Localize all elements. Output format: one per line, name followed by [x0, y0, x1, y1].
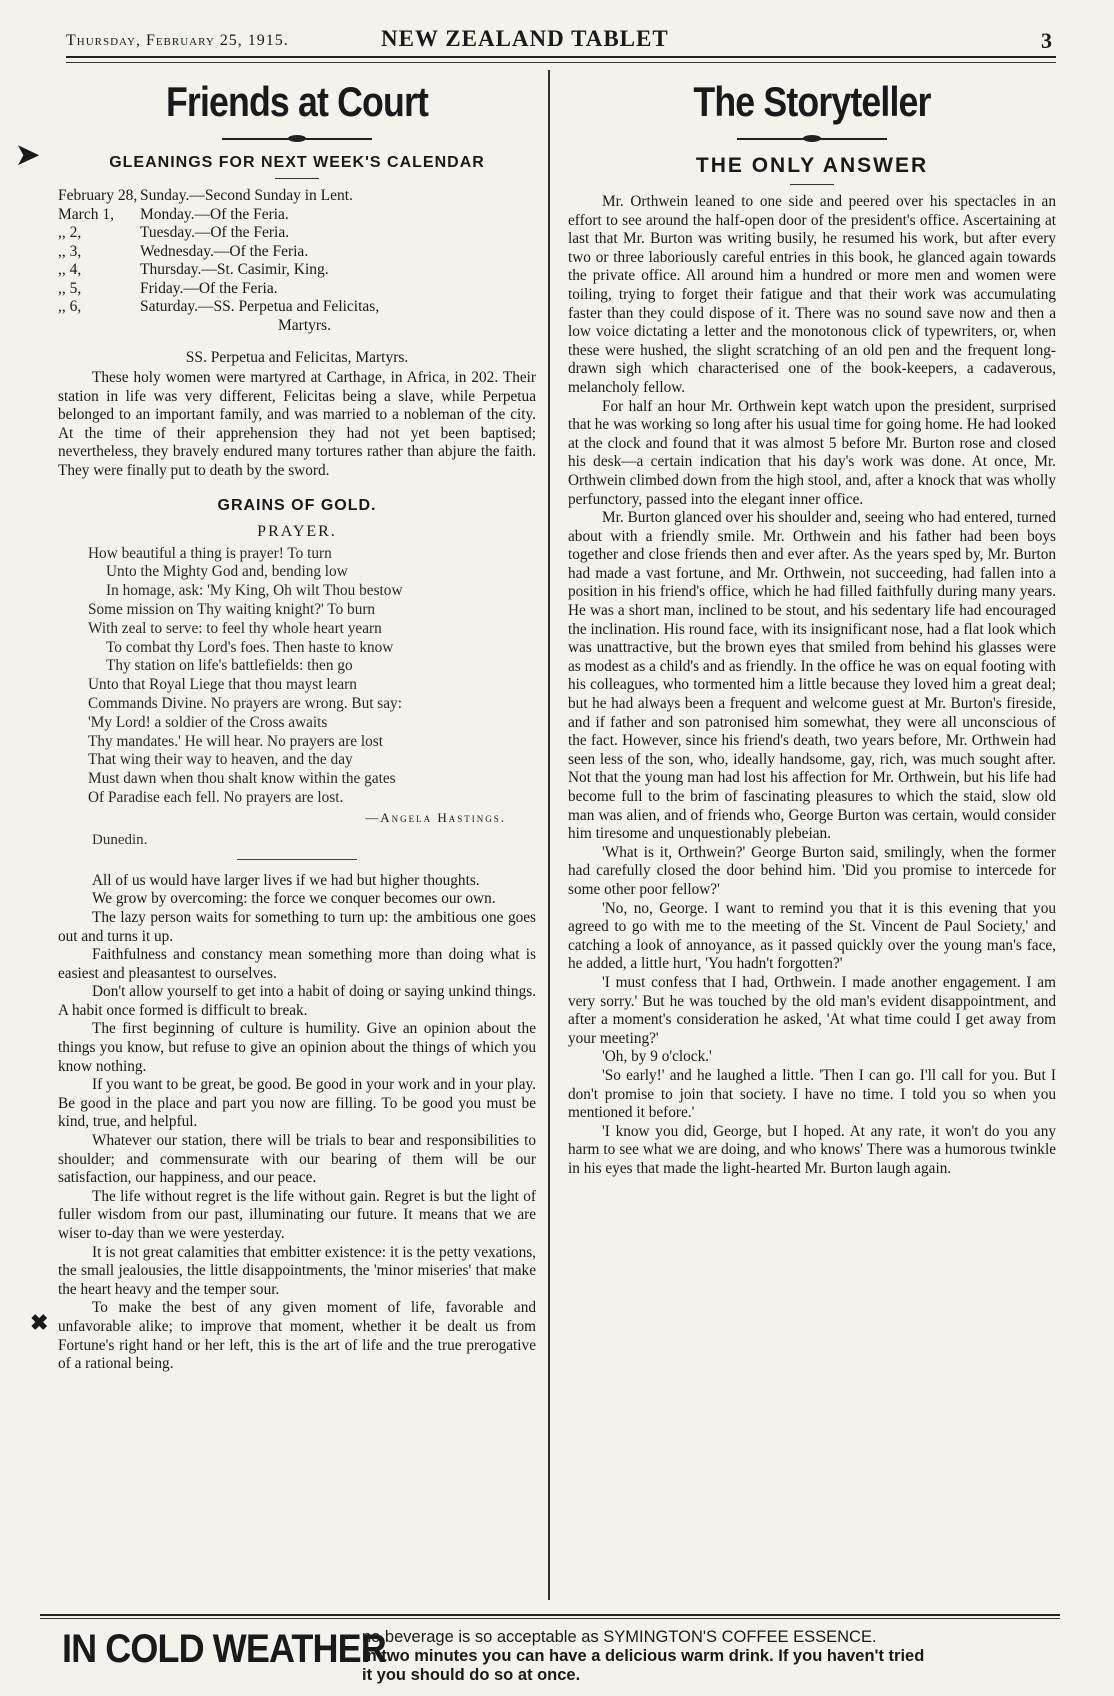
maxim-paragraph: If you want to be great, be good. Be good in your work and in your play. Be good in the place and part you now are filling. To be good you must be kind, true, and helpful.	[58, 1076, 536, 1131]
story-paragraph: 'I know you did, George, but I hoped. At any rate, it won't do you any harm to see what we are doing, and who knows' There was a humorous twinkle in his eyes that made the light-hearted Mr. Burton laugh again.	[568, 1122, 1056, 1177]
prayer-line: Must dawn when thou shalt know within the gates	[88, 770, 396, 788]
prayer-line: 'My Lord! a soldier of the Cross awaits	[88, 713, 328, 731]
maxim-paragraph: The lazy person waits for something to turn up: the ambitious one goes out and turns it up.	[58, 908, 536, 945]
calendar-date: ,, 5,	[58, 279, 82, 297]
footer-rule-thin	[40, 1618, 1060, 1619]
calendar-list	[58, 187, 536, 317]
calendar-row	[58, 243, 536, 262]
title-ornament	[222, 136, 372, 142]
maxim-paragraph: To make the best of any given moment of life, favorable and unfavorable alike; to improve that moment, whether it be dealt us from Fortune's right hand or her left, this is the art of life and the true prerogative of a rational being.	[58, 1299, 536, 1373]
newspaper-title: NEW ZEALAND TABLET	[381, 26, 669, 51]
prayer-line: To combat thy Lord's foes. Then haste to know	[106, 638, 394, 656]
calendar-row	[58, 206, 536, 225]
left-column	[58, 70, 536, 1374]
header-date: Thursday, February 25, 1915.	[66, 32, 289, 49]
calendar-date: March 1,	[58, 205, 114, 223]
calendar-entry: Friday.—Of the Feria.	[140, 279, 278, 297]
prayer-title: PRAYER.	[257, 522, 337, 540]
maxims-list	[58, 872, 536, 1374]
advert-text	[362, 1628, 1052, 1685]
calendar-row	[58, 298, 536, 317]
advert-line-2: In two minutes you can have a delicious warm drink. If you haven't tried	[362, 1647, 925, 1665]
section-title-storyteller: The Storyteller	[693, 78, 931, 125]
page-header	[66, 26, 1056, 58]
saints-title: SS. Perpetua and Felicitas, Martyrs.	[185, 349, 409, 366]
calendar-row	[58, 224, 536, 243]
prayer-line: Unto that Royal Liege that thou mayst learn	[88, 676, 357, 694]
calendar-continuation: Martyrs.	[278, 316, 331, 334]
story-paragraph: 'So early!' and he laughed a little. 'Then I can go. I'll call for you. But I don't promise to join that society. I have no time. I told you so when you mentioned it before.'	[568, 1066, 1056, 1122]
short-rule	[275, 178, 319, 179]
column-divider	[548, 70, 550, 1600]
story-paragraph: 'No, no, George. I want to remind you that it is this evening that you agreed to go with me to the meeting of the St. Vincent de Paul Society,' and catching a look of annoyance, as it passed quickly over the young man's face, he added, a little hurt, 'You hadn't forgotten?'	[568, 899, 1056, 973]
story-paragraph: 'Oh, by 9 o'clock.'	[602, 1048, 712, 1066]
calendar-date: ,, 2,	[58, 224, 82, 241]
prayer-place: Dunedin.	[92, 831, 148, 848]
advert-line-3: it you should do so at once.	[362, 1666, 581, 1684]
prayer-line: Of Paradise each fell. No prayers are lost.	[88, 788, 344, 806]
advert-headline: IN COLD WEATHER	[62, 1627, 386, 1671]
calendar-date: February 28,	[58, 187, 138, 204]
calendar-entry: Tuesday.—Of the Feria.	[140, 224, 290, 241]
prayer-author: —Angela Hastings.	[365, 809, 506, 825]
story-paragraph: Mr. Burton glanced over his shoulder and, seeing who had entered, turned about with a friendly smile. Mr. Orthwein and his father had been boys together and close friends then and ever after. As the years sped by, Mr. Burton had made a vast fortune, and Mr. Orthwein, not succeeding, had fallen into a position in his friend's office, which he had filled faithfully during many years. He was a short man, inclined to be stout, and his sedentary life had encouraged the inclination. His round face, with its insignificant nose, had a flat look which was unattractive, but the brown eyes that smiled from behind his glasses were as modest as a child's and as friendly. In the office he was on equal footing with his colleagues, who tormented him a little because they loved him a great deal; but he had always been a frequent and welcome guest at Mr. Burton's fireside, and if father and son patronised him somewhat, they were all unconscious of the fact. However, since his friend's death, two years before, Mr. Orthwein had seen less of the son, who, ideally handsome, gay, rich, was much sought after. Not that the young man had lost his affection for Mr. Orthwein, but his life had become full to the brim of fascinating pleasures to which the staid, slow old man was alien, and of friends who, George Burton was certain, would consider him tiresome and unquestionably plebeian.	[568, 509, 1056, 843]
prayer-line: Unto the Mighty God and, bending low	[106, 563, 348, 581]
maxim-paragraph: The life without regret is the life without gain. Regret is but the light of fuller wisdom from our past, illuminating our future. It means that we are wiser to-day than we were yesterday.	[58, 1187, 536, 1242]
prayer-line: Thy station on life's battlefields: then go	[106, 657, 353, 675]
right-column	[568, 70, 1056, 1178]
story-paragraph: For half an hour Mr. Orthwein kept watch upon the president, surprised that he was working so long after his usual time for going home. He had looked at the clock and found that it was almost 5 before Mr. Burton rose and closed his desk—a certain indication that his day's work was done. At once, Mr. Orthwein climbed down from the high stool, and, after a knock that was wholly perfunctory, passed into the elegant inner office.	[568, 397, 1056, 508]
maxim-paragraph: It is not great calamities that embitter existence: it is the petty vexations, the small jealousies, the little disappointments, the 'minor miseries' that make the heart heavy and the temper sour.	[58, 1243, 536, 1298]
calendar-entry: Thursday.—St. Casimir, King.	[140, 261, 329, 278]
calendar-entry: Sunday.—Second Sunday in Lent.	[140, 187, 353, 204]
prayer-line: Some mission on Thy waiting knight?' To burn	[88, 600, 376, 618]
page-number: 3	[1041, 28, 1052, 53]
calendar-entry: Wednesday.—Of the Feria.	[140, 242, 309, 260]
margin-tick-icon: ✖	[30, 1310, 49, 1335]
calendar-date: ,, 3,	[58, 242, 82, 260]
section-title-friends-at-court: Friends at Court	[165, 78, 429, 125]
calendar-date: ,, 6,	[58, 298, 82, 315]
calendar-row	[58, 261, 536, 280]
maxim-paragraph: The first beginning of culture is humility. Give an opinion about the things you know, but refuse to give an opinion about the things of which you know nothing.	[58, 1020, 536, 1075]
prayer-line: How beautiful a thing is prayer! To turn	[88, 544, 332, 562]
title-ornament	[737, 136, 887, 142]
story-paragraph: 'What is it, Orthwein?' George Burton said, smilingly, when the former had carefully closed the door behind him. 'Did you promise to intercede for some other poor fellow?'	[568, 843, 1056, 898]
calendar-row	[58, 187, 536, 206]
prayer-line: With zeal to serve: to feel thy whole heart yearn	[88, 619, 382, 637]
story-body	[568, 193, 1056, 1178]
calendar-entry: Saturday.—SS. Perpetua and Felicitas,	[140, 298, 380, 315]
advert-line-1: no beverage is so acceptable as SYMINGTON'S COFFEE ESSENCE.	[362, 1628, 877, 1646]
prayer-poem	[58, 545, 536, 808]
saints-paragraph: These holy women were martyred at Carthage, in Africa, in 202. Their station in life was very different, Felicitas being a slave, while Perpetua belonged to an important family, and was married to a nobleman of the city. At the time of their apprehension they had not yet been baptised; nevertheless, they bravely endured many tortures rather than abjure the faith. They were finally put to death by the sword.	[58, 369, 536, 479]
calendar-entry: Monday.—Of the Feria.	[140, 205, 289, 223]
maxim-paragraph: Faithfulness and constancy mean something more than doing what is easiest and pleasantest to ourselves.	[58, 946, 536, 982]
margin-arrow-icon: ➤	[16, 140, 40, 171]
short-rule	[790, 184, 834, 185]
maxim-paragraph: Don't allow yourself to get into a habit of doing or saying unkind things. A habit once formed is difficult to break.	[58, 983, 536, 1019]
story-paragraph: 'I must confess that I had, Orthwein. I made another engagement. I am very sorry.' But he was touched by the old man's evident disappointment, and after a moment's consideration he asked, 'At what time could I get away from your meeting?'	[568, 973, 1056, 1047]
calendar-date: ,, 4,	[58, 261, 82, 278]
maxim-paragraph: Whatever our station, there will be trials to bear and responsibilities to shoulder; and commensurate with our bearing of them will be our satisfaction, our happiness, and our peace.	[58, 1132, 536, 1187]
grains-heading: GRAINS OF GOLD.	[217, 496, 377, 514]
maxim-paragraph: All of us would have larger lives if we had but higher thoughts.	[92, 871, 480, 889]
calendar-heading: GLEANINGS FOR NEXT WEEK'S CALENDAR	[109, 154, 485, 171]
footer-rule	[40, 1614, 1060, 1616]
section-rule	[237, 859, 357, 860]
prayer-line: In homage, ask: 'My King, Oh wilt Thou bestow	[106, 582, 403, 600]
header-rule	[66, 62, 1056, 63]
maxim-paragraph: We grow by overcoming: the force we conquer becomes our own.	[92, 890, 496, 908]
prayer-line: Commands Divine. No prayers are wrong. But say:	[88, 694, 402, 712]
story-heading: THE ONLY ANSWER	[695, 154, 929, 177]
prayer-line: Thy mandates.' He will hear. No prayers are lost	[88, 732, 384, 750]
story-paragraph: Mr. Orthwein leaned to one side and peered over his spectacles in an effort to see around the half-open door of the president's office. Ascertaining at last that Mr. Burton was writing busily, he resumed his work, but after every two or three laboriously careful entries in this book, he glanced again towards the private office. All around him a hundred or more men and women were toiling, trying to forget their fatigue and that their work was accumulating faster than they could dispose of it. There was no sound save now and then a low voice dictating a letter and the monotonous click of typewriters, or, when these were hushed, the slight scratching of an old pen and the frequent long-drawn sigh which characterised one of the book-keepers, a cadaverous, melancholy fellow.	[568, 193, 1056, 396]
prayer-line: That wing their way to heaven, and the day	[88, 751, 353, 769]
calendar-row	[58, 280, 536, 299]
